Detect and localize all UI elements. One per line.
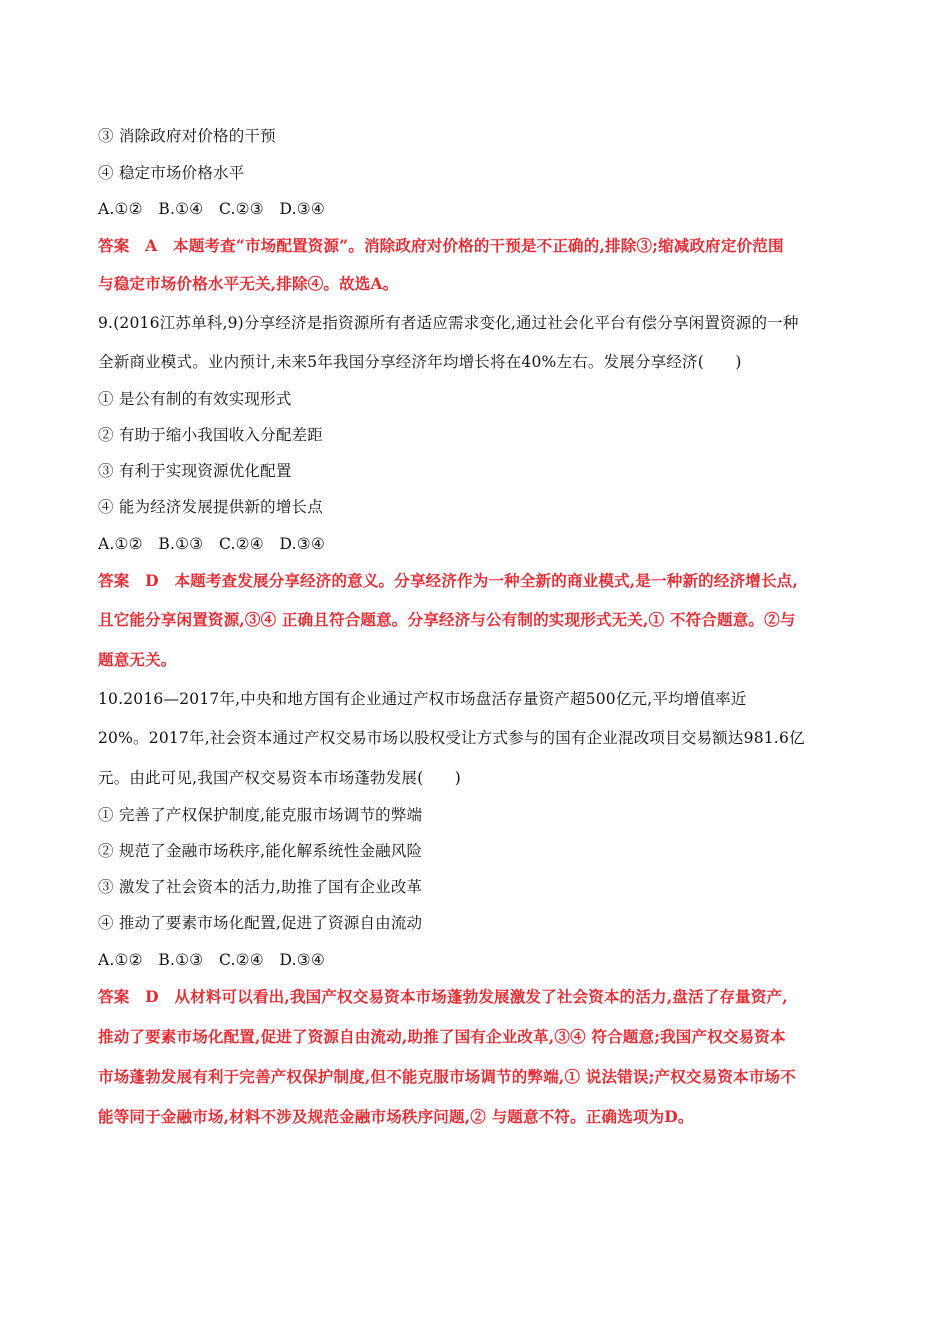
q10-options: A.①② B.①③ C.②④ D.③④ (98, 951, 325, 969)
q10-item-3: ③ 激发了社会资本的活力,助推了国有企业改革 (98, 878, 423, 896)
q9-item-1: ① 是公有制的有效实现形式 (98, 390, 292, 408)
q9-options: A.①② B.①③ C.②④ D.③④ (98, 535, 325, 553)
q9-item-3: ③ 有利于实现资源优化配置 (98, 462, 292, 480)
q10-item-4: ④ 推动了要素市场化配置,促进了资源自由流动 (98, 914, 423, 932)
q8-options: A.①② B.①④ C.②③ D.③④ (98, 200, 325, 218)
q8-answer-line-1: 答案 A 本题考查“市场配置资源”。消除政府对价格的干预是不正确的,排除③;缩减政府定价范围 (98, 236, 784, 255)
q9-stem-line-1: 9.(2016江苏单科,9)分享经济是指资源所有者适应需求变化,通过社会化平台有偿分享闲置资源的一种 (98, 314, 799, 332)
q10-answer-line-4: 能等同于金融市场,材料不涉及规范金融市场秩序问题,② 与题意不符。正确选项为D。 (98, 1107, 694, 1126)
q9-answer-line-1: 答案 D 本题考查发展分享经济的意义。分享经济作为一种全新的商业模式,是一种新的经济增长点, (98, 571, 798, 590)
q10-stem-line-1: 10.2016—2017年,中央和地方国有企业通过产权市场盘活存量资产超500亿元,平均增值率近 (98, 690, 747, 708)
q10-stem-line-3: 元。由此可见,我国产权交易资本市场蓬勃发展( ) (98, 769, 462, 787)
q10-answer-line-2: 推动了要素市场化配置,促进了资源自由流动,助推了国有企业改革,③④ 符合题意;我国产权交易资本 (98, 1027, 786, 1046)
q8-answer-line-2: 与稳定市场价格水平无关,排除④。故选A。 (98, 274, 399, 293)
q9-answer-line-2: 且它能分享闲置资源,③④ 正确且符合题意。分享经济与公有制的实现形式无关,① 不符合题意。②与 (98, 610, 796, 629)
q10-answer-line-1: 答案 D 从材料可以看出,我国产权交易资本市场蓬勃发展激发了社会资本的活力,盘活了存量资产, (98, 987, 788, 1006)
q9-stem-line-2: 全新商业模式。业内预计,未来5年我国分享经济年均增长将在40%左右。发展分享经济( ) (98, 353, 742, 371)
q8-item-4: ④ 稳定市场价格水平 (98, 164, 245, 182)
q9-item-4: ④ 能为经济发展提供新的增长点 (98, 498, 323, 516)
q9-item-2: ② 有助于缩小我国收入分配差距 (98, 426, 323, 444)
q9-answer-line-3: 题意无关。 (98, 650, 177, 669)
q8-item-3: ③ 消除政府对价格的干预 (98, 127, 276, 145)
q10-item-2: ② 规范了金融市场秩序,能化解系统性金融风险 (98, 842, 423, 860)
q10-answer-line-3: 市场蓬勃发展有利于完善产权保护制度,但不能克服市场调节的弊端,① 说法错误;产权交易资本市场不 (98, 1067, 796, 1086)
q10-stem-line-2: 20%。2017年,社会资本通过产权交易市场以股权受让方式参与的国有企业混改项目交易额达981.6亿 (98, 729, 805, 747)
q10-item-1: ① 完善了产权保护制度,能克服市场调节的弊端 (98, 806, 423, 824)
